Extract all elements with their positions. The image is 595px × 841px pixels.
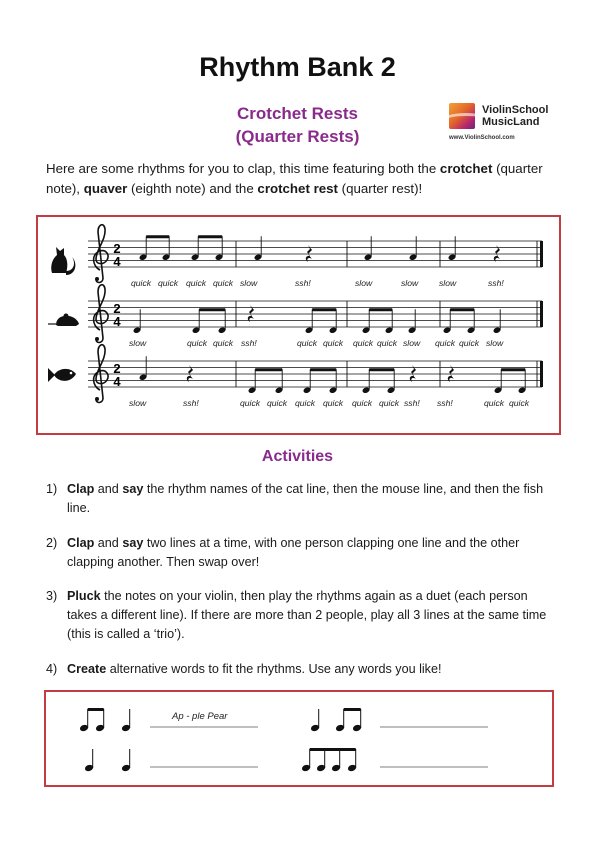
rhythm-label: quick <box>187 338 208 348</box>
rhythm-label: quick <box>435 338 456 348</box>
page-title: Rhythm Bank 2 <box>199 52 396 82</box>
logo-line-2: MusicLand <box>482 116 540 128</box>
activity-3: 3) Pluck the notes on your violin, then play the rhythms again as a duet (each person takes a different line). If there are more than 2 people, play all 3 lines at the same time (this is called a ‘trio’). <box>46 589 547 641</box>
time-sig-top: 2 <box>113 361 121 376</box>
rhythm-label: quick <box>377 338 398 348</box>
rhythm-label: quick <box>240 398 261 408</box>
rhythm-label: quick <box>186 278 207 288</box>
time-sig-bottom: 4 <box>113 374 121 389</box>
rhythm-label: quick <box>131 278 152 288</box>
rhythm-label: slow <box>129 338 147 348</box>
rhythm-label: slow <box>486 338 504 348</box>
beam <box>344 708 361 711</box>
rhythm-label: quick <box>213 278 234 288</box>
rhythm-label: ssh! <box>488 278 504 288</box>
rhythm-label: slow <box>439 278 457 288</box>
rhythm-label: quick <box>267 398 288 408</box>
rhythm-label: quick <box>459 338 480 348</box>
logo-url: www.ViolinSchool.com <box>449 135 515 141</box>
activity-4: 4) Create alternative words to fit the rhythms. Use any words you like! <box>46 662 442 676</box>
activity-1: 1) Clap and say the rhythm names of the cat line, then the mouse line, and then the fish line. <box>46 482 544 515</box>
rhythm-label: slow <box>401 278 419 288</box>
rhythm-label: slow <box>355 278 373 288</box>
rhythm-label: slow <box>240 278 258 288</box>
subtitle-crotchet-rests: Crotchet Rests <box>237 104 358 123</box>
activities-heading: Activities <box>261 448 334 465</box>
rhythm-label: ssh! <box>241 338 257 348</box>
rhythm-label: slow <box>129 398 147 408</box>
time-sig-bottom: 4 <box>113 254 121 269</box>
subtitle-quarter-rests: (Quarter Rests) <box>235 127 360 146</box>
rhythm-label: ssh! <box>404 398 420 408</box>
beam <box>310 748 356 751</box>
rhythm-label: quick <box>213 338 234 348</box>
rhythm-label: quick <box>353 338 374 348</box>
rhythm-label: quick <box>295 398 316 408</box>
term-crotchet-rest: crotchet rest <box>257 181 338 196</box>
term-quaver: quaver <box>83 181 128 196</box>
activity-2: 2) Clap and say two lines at a time, with one person clapping one line and the other clapping another. Then swap over! <box>46 536 520 569</box>
rhythm-label: ssh! <box>295 278 311 288</box>
rhythm-label: ssh! <box>183 398 199 408</box>
rhythm-label: quick <box>323 338 344 348</box>
example-answer: Ap - ple Pear <box>172 711 228 722</box>
rhythm-label: quick <box>297 338 318 348</box>
intro-paragraph: Here are some rhythms for you to clap, this time featuring both the crotchet (quarter note), quaver (eighth note) and the crotchet rest (quarter rest)! <box>46 161 543 196</box>
rhythm-label: quick <box>484 398 505 408</box>
rhythm-label: ssh! <box>437 398 453 408</box>
beam <box>88 708 104 711</box>
rhythm-label: quick <box>509 398 530 408</box>
time-sig-top: 2 <box>113 301 121 316</box>
time-sig-bottom: 4 <box>113 314 121 329</box>
rhythm-label: quick <box>158 278 179 288</box>
rhythm-label: quick <box>323 398 344 408</box>
rhythm-label: quick <box>379 398 400 408</box>
logo-line-1: ViolinSchool <box>482 104 549 116</box>
rhythm-label: quick <box>352 398 373 408</box>
rhythm-label: slow <box>403 338 421 348</box>
time-sig-top: 2 <box>113 241 121 256</box>
term-crotchet: crotchet <box>439 161 493 176</box>
